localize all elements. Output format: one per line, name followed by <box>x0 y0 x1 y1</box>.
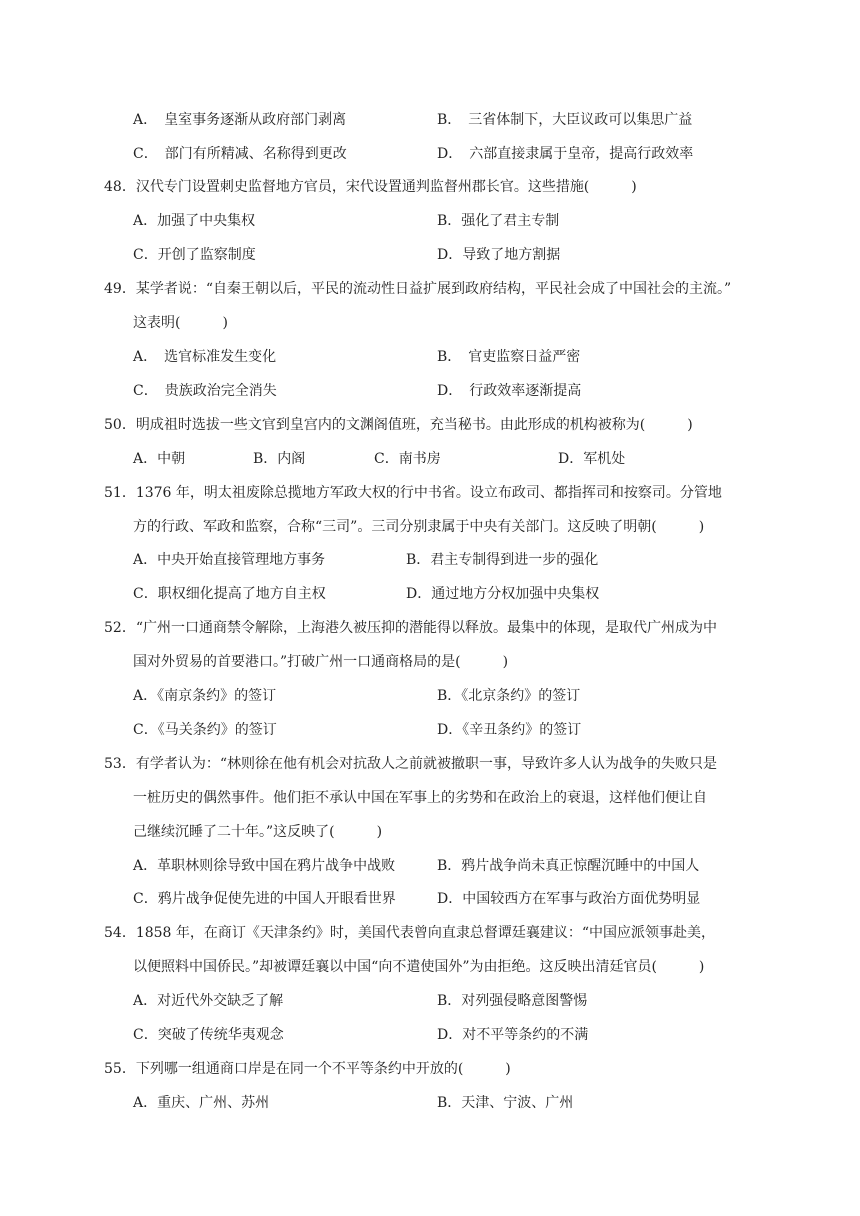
q50-stem: 50．明成祖时选拔一些文官到皇宫内的文渊阁值班，充当秘书。由此形成的机构被称为( ) <box>104 417 693 433</box>
q49-option-d: D． 行政效率逐渐提高 <box>437 383 582 399</box>
q52-stem-line1: 52．“广州一口通商禁令解除，上海港久被压抑的潜能得以释放。最集中的体现，是取代广州成为中 <box>104 620 717 636</box>
q52-stem-line2: 国对外贸易的首要港口。”打破广州一口通商格局的是( ) <box>133 654 509 670</box>
q47-option-d: D． 六部直接隶属于皇帝，提高行政效率 <box>437 146 694 162</box>
q54-stem-line2: 以便照料中国侨民。”却被谭廷襄以中国“向不遣使国外”为由拒绝。这反映出清廷官员( ) <box>133 959 705 975</box>
q48-stem: 48．汉代专门设置刺史监督地方官员，宋代设置通判监督州郡长官。这些措施( ) <box>104 179 637 195</box>
q50-option-b: B．内阁 <box>253 451 306 467</box>
q51-option-a: A．中央开始直接管理地方事务 <box>133 552 326 568</box>
q50-option-a: A．中朝 <box>133 451 186 467</box>
q50-option-c: C．南书房 <box>374 451 441 467</box>
q48-option-b: B．强化了君主专制 <box>437 213 560 229</box>
q51-option-d: D．通过地方分权加强中央集权 <box>406 586 600 602</box>
q48-option-d: D．导致了地方割据 <box>437 247 561 263</box>
q49-option-a: A． 选官标准发生变化 <box>133 349 277 365</box>
q55-option-b: B．天津、宁波、广州 <box>437 1095 574 1111</box>
q53-stem-line3: 己继续沉睡了二十年。”这反映了( ) <box>133 824 383 840</box>
q53-option-b: B．鸦片战争尚未真正惊醒沉睡中的中国人 <box>437 858 700 874</box>
q51-option-c: C．职权细化提高了地方自主权 <box>133 586 326 602</box>
q52-option-c: C．《马关条约》的签订 <box>133 722 277 738</box>
q52-option-d: D．《辛丑条约》的签订 <box>437 722 582 738</box>
q47-option-a: A． 皇室事务逐渐从政府部门剥离 <box>133 112 347 128</box>
q55-option-a: A．重庆、广州、苏州 <box>133 1095 270 1111</box>
q53-option-c: C．鸦片战争促使先进的中国人开眼看世界 <box>133 891 396 907</box>
q48-option-c: C．开创了监察制度 <box>133 247 256 263</box>
q54-option-c: C．突破了传统华夷观念 <box>133 1027 284 1043</box>
q51-stem-line2: 方的行政、军政和监察，合称“三司”。三司分别隶属于中央有关部门。这反映了明朝( ) <box>133 519 705 535</box>
q50-option-d: D．军机处 <box>558 451 626 467</box>
q51-option-b: B．君主专制得到进一步的强化 <box>406 552 599 568</box>
q54-option-d: D．对不平等条约的不满 <box>437 1027 589 1043</box>
q49-option-b: B． 官吏监察日益严密 <box>437 349 581 365</box>
q49-stem-line2: 这表明( ) <box>133 315 228 331</box>
q53-stem-line2: 一桩历史的偶然事件。他们拒不承认中国在军事上的劣势和在政治上的衰退，这样他们便让自 <box>133 790 707 806</box>
q49-option-c: C． 贵族政治完全消失 <box>133 383 277 399</box>
q54-option-a: A．对近代外交缺乏了解 <box>133 993 284 1009</box>
q49-stem-line1: 49．某学者说：“自秦王朝以后，平民的流动性日益扩展到政府结构，平民社会成了中国社会的主流。” <box>104 281 732 297</box>
q53-stem-line1: 53．有学者认为：“林则徐在他有机会对抗敌人之前就被撤职一事，导致许多人认为战争的失败只是 <box>104 756 717 772</box>
q55-stem: 55．下列哪一组通商口岸是在同一个不平等条约中开放的( ) <box>104 1061 511 1077</box>
q53-option-a: A．革职林则徐导致中国在鸦片战争中战败 <box>133 858 396 874</box>
q48-option-a: A．加强了中央集权 <box>133 213 256 229</box>
q51-stem-line1: 51．1376 年，明太祖废除总揽地方军政大权的行中书省。设立布政司、都指挥司和按察司。分管地 <box>104 485 722 501</box>
q47-option-c: C． 部门有所精减、名称得到更改 <box>133 146 347 162</box>
q53-option-d: D．中国较西方在军事与政治方面优势明显 <box>437 891 701 907</box>
q47-option-b: B． 三省体制下，大臣议政可以集思广益 <box>437 112 693 128</box>
q52-option-a: A．《南京条约》的签订 <box>133 688 277 704</box>
q54-option-b: B．对列强侵略意图警惕 <box>437 993 588 1009</box>
q54-stem-line1: 54．1858 年，在商订《天津条约》时，美国代表曾向直隶总督谭廷襄建议：“中国应派领事赴美， <box>104 925 716 941</box>
q52-option-b: B．《北京条约》的签订 <box>437 688 581 704</box>
